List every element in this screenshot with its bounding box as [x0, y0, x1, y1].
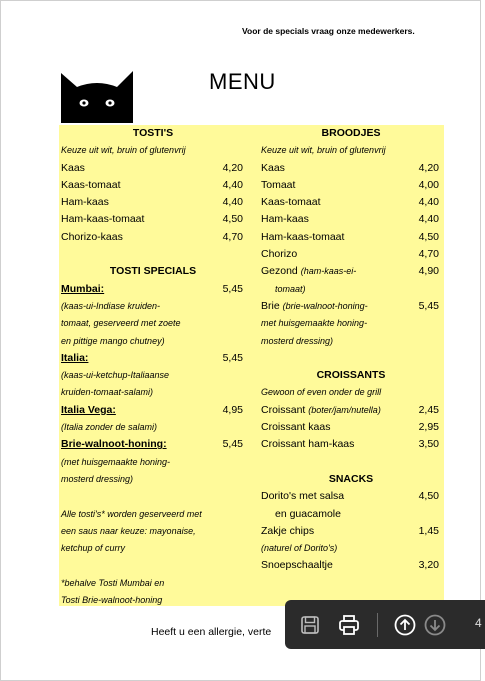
- item-price: 3,20: [418, 559, 439, 572]
- item-price: 5,45: [418, 299, 439, 312]
- item-description: en pittige mango chutney): [61, 335, 165, 346]
- print-button[interactable]: [336, 612, 362, 638]
- menu-item: [61, 160, 245, 177]
- menu-item: [261, 419, 441, 436]
- footnote-line: een saus naar keuze: mayonaise,: [61, 525, 196, 536]
- item-detail: (ham-kaas-ei-: [300, 266, 357, 277]
- item-detail: (brie-walnoot-honing-: [282, 300, 368, 311]
- item-price: 4,20: [418, 161, 439, 174]
- footnote-line: ketchup of curry: [61, 543, 126, 554]
- next-page-button[interactable]: [422, 612, 448, 638]
- item-description: kruiden-tomaat-salami): [61, 387, 154, 398]
- page-number: 4: [475, 616, 482, 630]
- item-price: 4,00: [418, 178, 439, 191]
- menu-item: [261, 298, 441, 315]
- menu-item: [61, 229, 245, 246]
- menu-item: [261, 194, 441, 211]
- item-price: 4,40: [418, 213, 439, 226]
- croissants-note: Gewoon of even onder de grill: [261, 387, 382, 398]
- item-name: Ham-kaas: [261, 213, 309, 226]
- item-description: tomaat, geserveerd met zoete: [61, 318, 181, 329]
- item-name: Mumbai:: [61, 282, 105, 295]
- item-price: 4,40: [418, 196, 439, 209]
- item-price: 4,50: [418, 230, 439, 243]
- item-name: Dorito's met salsa: [261, 490, 345, 503]
- item-name: Brie: [261, 299, 280, 312]
- item-detail: (boter/jam/nutella): [308, 404, 381, 415]
- left-column: [61, 125, 245, 609]
- allergy-notice: Heeft u een allergie, verte: [151, 626, 272, 638]
- menu-item: [261, 488, 441, 505]
- menu-item: [261, 246, 441, 263]
- item-price: 4,70: [222, 230, 243, 243]
- menu-item: [61, 402, 245, 419]
- menu-item: [261, 160, 441, 177]
- previous-page-button[interactable]: [392, 612, 418, 638]
- toolbar-divider: [377, 613, 378, 637]
- footnote-line: Alle tosti's* worden geserveerd met: [61, 508, 202, 519]
- item-description: mosterd dressing): [261, 335, 334, 346]
- item-name: Chorizo-kaas: [61, 230, 123, 243]
- menu-item: [61, 281, 245, 298]
- item-description: met huisgemaakte honing-: [261, 318, 368, 329]
- menu-item: [261, 229, 441, 246]
- item-name: Ham-kaas-tomaat: [61, 213, 145, 226]
- specials-heading: TOSTI SPECIALS: [109, 265, 197, 278]
- item-price: 4,95: [222, 403, 243, 416]
- item-price: 5,45: [222, 351, 243, 364]
- item-price: 5,45: [222, 438, 243, 451]
- item-name: Italia Vega:: [61, 403, 116, 416]
- item-price: 4,40: [222, 178, 243, 191]
- item-name: Croissant ham-kaas: [261, 438, 355, 451]
- menu-title: MENU: [209, 69, 276, 94]
- pdf-toolbar: [285, 600, 485, 649]
- menu-item: [261, 557, 441, 574]
- footnote-line: Tosti Brie-walnoot-honing: [61, 595, 163, 606]
- menu-item: [261, 436, 441, 453]
- menu-item: [261, 211, 441, 228]
- item-price: 3,50: [418, 438, 439, 451]
- item-description: mosterd dressing): [61, 473, 134, 484]
- item-name: Gezond: [261, 265, 298, 278]
- item-name: Zakje chips: [261, 524, 315, 537]
- menu-item: [61, 211, 245, 228]
- item-price: 4,90: [418, 265, 439, 278]
- item-price: 2,45: [418, 403, 439, 416]
- item-description: (kaas-ui-ketchup-Italiaanse: [61, 370, 170, 381]
- item-name: Kaas: [261, 161, 285, 174]
- item-price: 4,50: [418, 490, 439, 503]
- menu-item: [261, 523, 441, 540]
- menu-item: [61, 194, 245, 211]
- item-name: Tomaat: [261, 178, 296, 191]
- item-name: Croissant kaas: [261, 421, 331, 434]
- menu-item: [261, 402, 441, 419]
- printer-icon: [338, 614, 360, 636]
- item-name: Brie-walnoot-honing:: [61, 438, 167, 451]
- arrow-up-circle-icon: [394, 614, 416, 636]
- item-name: Kaas-tomaat: [261, 196, 321, 209]
- tosti-note: Keuze uit wit, bruin of glutenvrij: [61, 145, 186, 156]
- menu-item: [261, 263, 441, 280]
- item-description: (Italia zonder de salami): [61, 422, 158, 433]
- item-description: (met huisgemaakte honing-: [61, 456, 171, 467]
- item-name: Croissant: [261, 403, 306, 416]
- cat-logo-icon: [59, 67, 135, 123]
- item-price: 4,50: [222, 213, 243, 226]
- menu-item: [261, 177, 441, 194]
- item-name: Kaas: [61, 161, 85, 174]
- item-description: tomaat): [275, 283, 306, 294]
- item-name: Kaas-tomaat: [61, 178, 121, 191]
- broodjes-heading: BROODJES: [321, 127, 381, 139]
- item-price: 5,45: [222, 282, 243, 295]
- croissants-heading: CROISSANTS: [316, 369, 386, 382]
- tosti-heading: TOSTI'S: [132, 127, 174, 139]
- broodjes-note: Keuze uit wit, bruin of glutenvrij: [261, 145, 386, 156]
- footnote-line: *behalve Tosti Mumbai en: [61, 577, 165, 588]
- save-icon: [300, 615, 320, 635]
- right-column: [261, 125, 441, 575]
- menu-item: [61, 436, 245, 453]
- save-button[interactable]: [297, 612, 323, 638]
- item-name: Ham-kaas-tomaat: [261, 230, 345, 243]
- item-name: Ham-kaas: [61, 196, 109, 209]
- item-description: (kaas-ui-Indiase kruiden-: [61, 300, 161, 311]
- item-price: 4,70: [418, 248, 439, 261]
- item-price: 4,40: [222, 196, 243, 209]
- item-name: Chorizo: [261, 248, 298, 261]
- snacks-heading: SNACKS: [328, 472, 374, 485]
- item-price: 4,20: [222, 161, 243, 174]
- specials-note: Voor de specials vraag onze medewerkers.: [242, 26, 415, 36]
- item-name: Italia:: [61, 351, 89, 364]
- item-price: 2,95: [418, 421, 439, 434]
- menu-item: [61, 177, 245, 194]
- arrow-down-circle-icon: [424, 614, 446, 636]
- item-name-continued: en guacamole: [275, 507, 341, 520]
- menu-item: [61, 350, 245, 367]
- item-description: (naturel of Dorito's): [261, 543, 338, 554]
- item-name: Snoepschaaltje: [261, 559, 333, 572]
- item-price: 1,45: [418, 524, 439, 537]
